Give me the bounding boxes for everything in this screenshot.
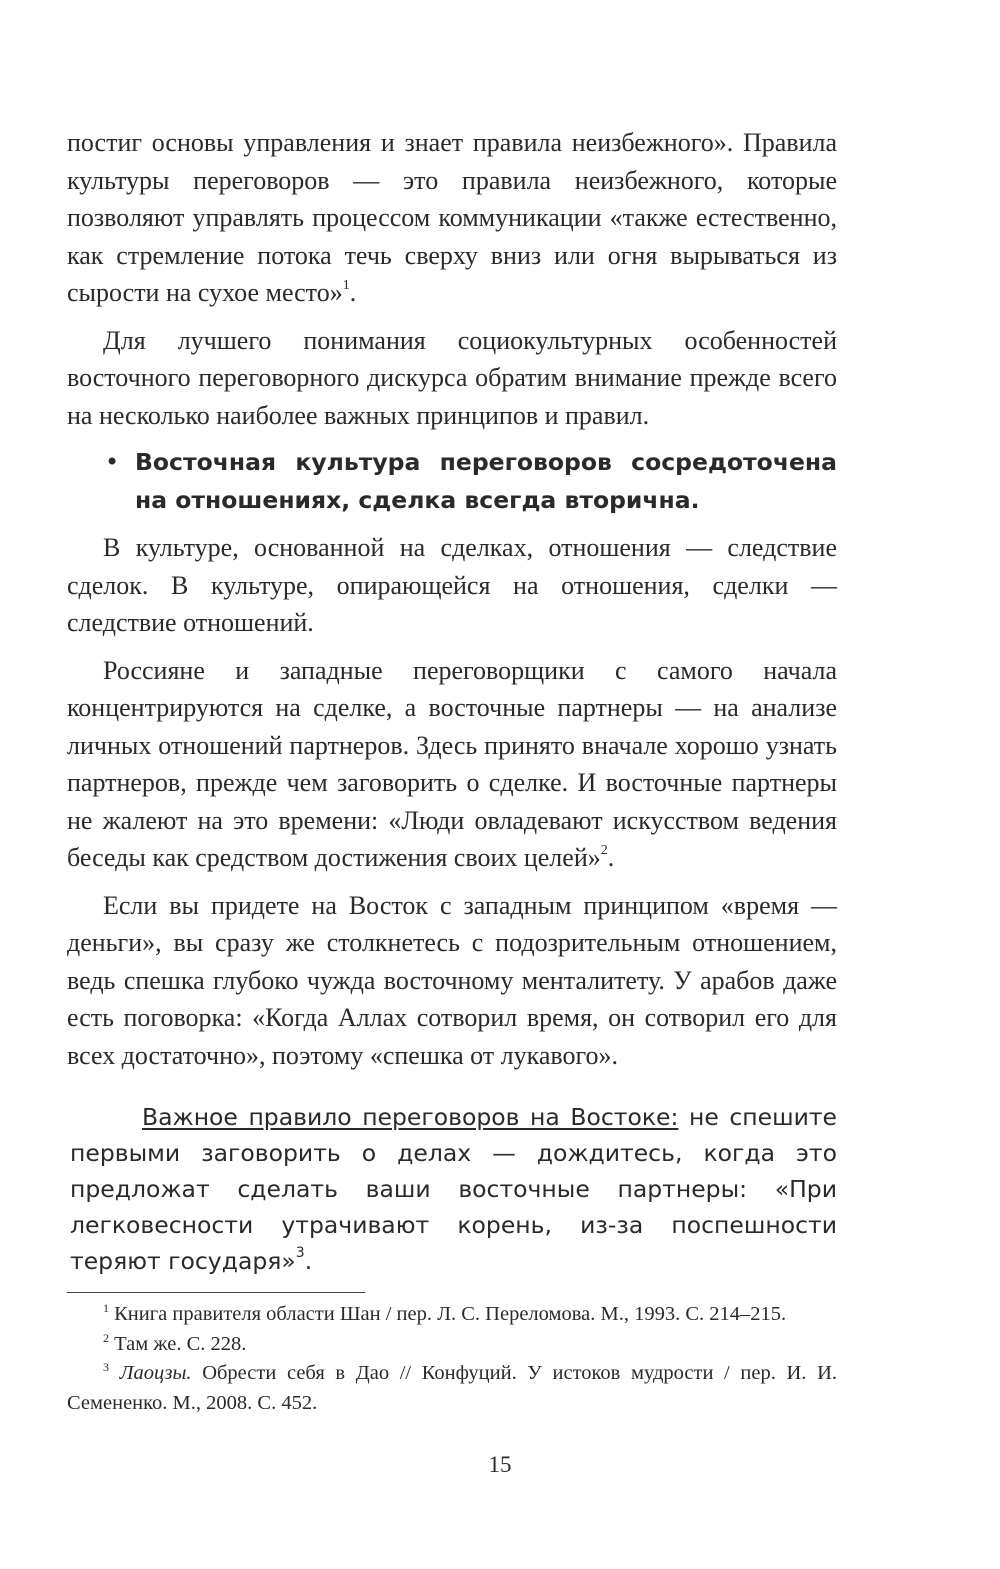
footnote-2-text: Там же. С. 228. <box>109 1332 247 1355</box>
footnote-ref-2: 2 <box>600 843 608 858</box>
footnote-ref-1: 1 <box>342 278 350 293</box>
bullet-item <box>67 444 837 519</box>
footnote-3-author: Лаоцзы. <box>109 1362 192 1384</box>
footnote-ref-3: 3 <box>295 1245 305 1261</box>
paragraph-4 <box>67 652 837 877</box>
footnote-1 <box>67 1300 837 1330</box>
footnote-3-number: 3 <box>103 1360 109 1374</box>
bullet-marker: • <box>105 448 120 476</box>
rule-end: . <box>304 1247 313 1275</box>
paragraph-4-end: . <box>607 843 615 872</box>
paragraph-1-text: постиг основы управления и знает правила неизбежного». Правила культуры переговоров — это правила неизбежного, которые позволяют управлять процессом коммуникации «также естественно, как стремление потока течь сверху вниз или огня вырываться из сырости на сухое место» <box>67 128 837 307</box>
main-text <box>67 120 837 1279</box>
paragraph-1-end: . <box>349 278 357 307</box>
paragraph-1 <box>67 124 837 312</box>
paragraph-5: Если вы придете на Восток с западным принципом «время — деньги», вы сразу же столкнетесь с подозрительным отношением, ведь спешка глубоко чужда восточному менталитету. У арабов даже есть поговорка: «Когда Аллах сотворил время, он сотворил его для всех достаточно», поэтому «спешка от лукавого». <box>67 890 837 1070</box>
paragraph-2: Для лучшего понимания социокультурных особенностей восточного переговорного дискурса обратим внимание прежде всего на несколько наиболее важных принципов и правил. <box>67 325 837 430</box>
rule-callout <box>70 1099 837 1279</box>
footnotes <box>67 1300 837 1418</box>
footnote-1-text: Книга правителя области Шан / пер. Л. С. Переломова. М., 1993. С. 214–215. <box>109 1303 787 1325</box>
paragraph-4-text: Россияне и западные переговорщики с самого начала концентрируются на сделке, а восточные партнеры — на анализе личных отношений партнеров. Здесь принято вначале хорошо узнать партнеров, прежде чем заговорить о сделке. И восточные партнеры не жалеют на это времени: «Люди овладевают искусством ведения беседы как средством достижения своих целей» <box>67 655 837 872</box>
footnote-3-text: Обрести себя в Дао // Конфуций. У истоков мудрости / пер. И. И. Семененко. М., 2008. С. 452. <box>67 1362 838 1414</box>
footnote-2 <box>67 1330 837 1360</box>
page-number: 15 <box>488 1452 512 1477</box>
rule-heading: Важное правило переговоров на Востоке: <box>142 1103 679 1131</box>
rule-text: не спешите первыми заговорить о делах — дождитесь, когда это предложат сделать ваши восточные партнеры: «При легковесности утрачивают корень, из-за поспешности теряют государя» <box>70 1103 837 1275</box>
footnote-separator <box>67 1292 365 1293</box>
paragraph-3: В культуре, основанной на сделках, отношения — следствие сделок. В культуре, опирающейся на отношения, сделки — следствие отношений. <box>67 533 837 637</box>
footnote-2-number: 2 <box>103 1330 109 1345</box>
bullet-text: Восточная культура переговоров сосредоточена на отношениях, сделка всегда вторична. <box>135 448 837 514</box>
footnote-1-number: 1 <box>103 1301 109 1315</box>
footnote-3 <box>67 1359 837 1418</box>
